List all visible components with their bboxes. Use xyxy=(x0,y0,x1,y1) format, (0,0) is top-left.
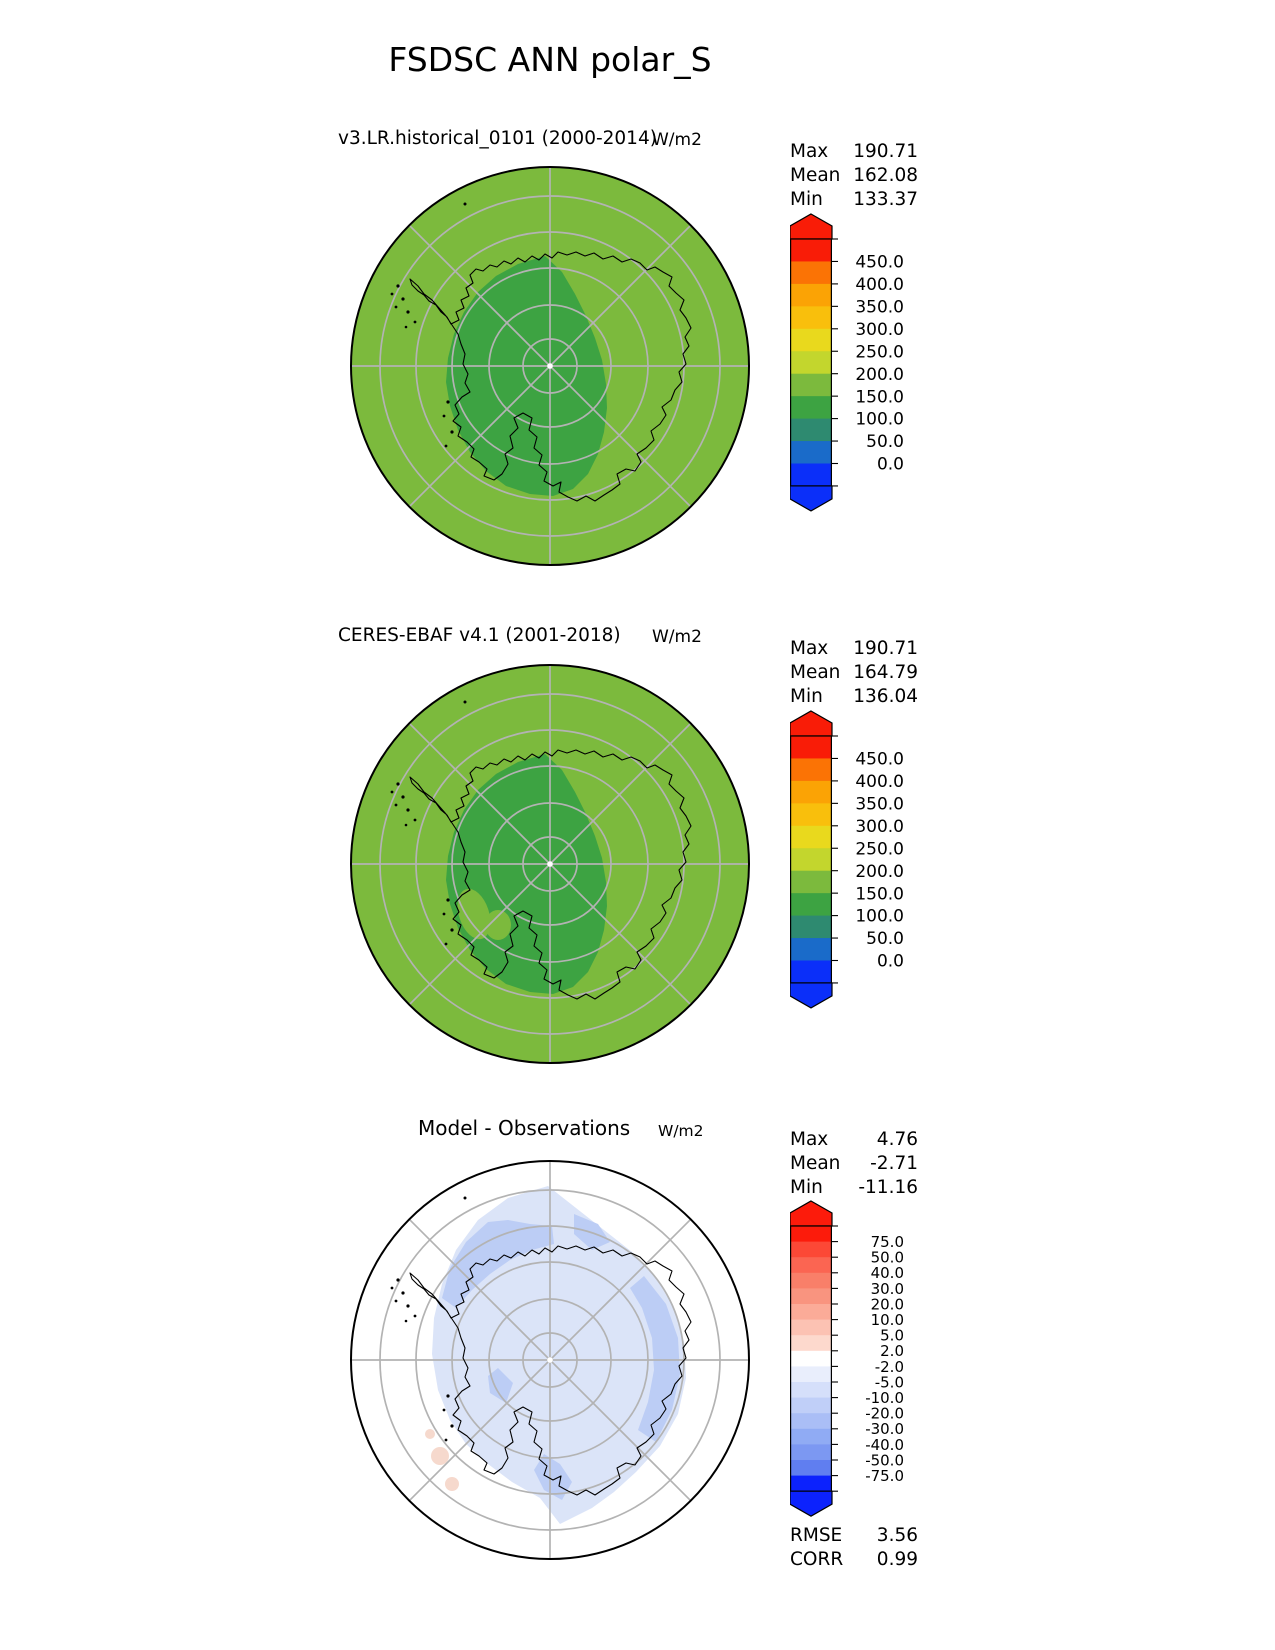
svg-text:50.0: 50.0 xyxy=(870,1248,904,1267)
panel3-colorbar xyxy=(790,1200,920,1526)
svg-text:400.0: 400.0 xyxy=(855,772,904,793)
map3-positive-bias-spot xyxy=(445,1477,459,1491)
stat-value: 4.76 xyxy=(876,1129,918,1150)
panel3-stats xyxy=(790,1128,918,1200)
panel1-title: v3.LR.historical_0101 (2000-2014) xyxy=(338,128,657,149)
svg-text:2.0: 2.0 xyxy=(880,1342,904,1361)
stat-value: -11.16 xyxy=(858,1177,918,1198)
stat-label: Mean xyxy=(790,1153,841,1174)
stat-label: Max xyxy=(790,141,829,162)
pole-marker xyxy=(547,363,553,369)
svg-text:-5.0: -5.0 xyxy=(874,1373,904,1392)
metric-label: RMSE xyxy=(790,1525,843,1546)
svg-text:450.0: 450.0 xyxy=(855,252,904,273)
metric-value: 3.56 xyxy=(876,1525,918,1546)
svg-text:150.0: 150.0 xyxy=(855,884,904,905)
stat-value: 133.37 xyxy=(853,189,918,210)
svg-text:0.0: 0.0 xyxy=(876,454,904,475)
svg-text:150.0: 150.0 xyxy=(855,387,904,408)
svg-text:-2.0: -2.0 xyxy=(874,1357,904,1376)
map3-positive-bias-spot xyxy=(431,1447,449,1465)
colorbar-svg xyxy=(790,213,920,516)
stat-label: Max xyxy=(790,1129,829,1150)
stat-value: 136.04 xyxy=(853,686,918,707)
svg-text:-30.0: -30.0 xyxy=(865,1420,904,1439)
panel1-stats xyxy=(790,140,918,212)
svg-text:-20.0: -20.0 xyxy=(865,1404,904,1423)
colorbar-svg xyxy=(790,1200,920,1522)
panel3-title: Model - Observations xyxy=(418,1116,631,1140)
svg-text:5.0: 5.0 xyxy=(880,1326,904,1345)
stat-value: 190.71 xyxy=(853,141,918,162)
svg-text:50.0: 50.0 xyxy=(866,432,904,453)
colorbar-svg xyxy=(790,710,920,1013)
svg-text:-10.0: -10.0 xyxy=(865,1389,904,1407)
svg-text:-50.0: -50.0 xyxy=(865,1451,904,1470)
panel3-metrics xyxy=(790,1524,918,1572)
map-diff-polar-south xyxy=(348,1158,752,1562)
stat-label: Mean xyxy=(790,165,841,186)
svg-text:40.0: 40.0 xyxy=(870,1264,904,1283)
stat-value: 162.08 xyxy=(853,165,918,186)
stat-label: Max xyxy=(790,638,829,659)
panel2-colorbar xyxy=(790,710,920,1017)
panel1-colorbar xyxy=(790,213,920,520)
pole-marker xyxy=(547,1357,553,1363)
panel3-units: W/m2 xyxy=(658,1122,704,1140)
map-model-polar-south xyxy=(348,164,752,568)
svg-text:50.0: 50.0 xyxy=(866,929,904,950)
stat-value: 190.71 xyxy=(853,638,918,659)
stat-label: Min xyxy=(790,1177,823,1198)
metric-label: CORR xyxy=(790,1549,844,1570)
metric-value: 0.99 xyxy=(876,1549,918,1570)
svg-text:10.0: 10.0 xyxy=(870,1311,904,1329)
svg-text:-40.0: -40.0 xyxy=(865,1435,904,1454)
panel2-units: W/m2 xyxy=(652,627,702,647)
stat-value: -2.71 xyxy=(870,1153,918,1174)
panel2-title: CERES-EBAF v4.1 (2001-2018) xyxy=(338,625,621,646)
svg-text:30.0: 30.0 xyxy=(870,1279,904,1298)
svg-text:400.0: 400.0 xyxy=(855,275,904,296)
svg-text:100.0: 100.0 xyxy=(855,906,904,927)
svg-text:350.0: 350.0 xyxy=(855,794,904,815)
svg-text:250.0: 250.0 xyxy=(855,342,904,363)
svg-text:350.0: 350.0 xyxy=(855,297,904,318)
figure-title: FSDSC ANN polar_S xyxy=(388,40,712,79)
stat-label: Mean xyxy=(790,662,841,683)
stat-label: Min xyxy=(790,686,823,707)
svg-text:200.0: 200.0 xyxy=(855,364,904,385)
svg-text:0.0: 0.0 xyxy=(876,951,904,972)
svg-text:100.0: 100.0 xyxy=(855,409,904,430)
map3-positive-bias-spot xyxy=(425,1429,435,1439)
panel2-stats xyxy=(790,637,918,709)
pole-marker xyxy=(547,861,553,867)
svg-text:250.0: 250.0 xyxy=(855,839,904,860)
svg-text:300.0: 300.0 xyxy=(855,319,904,340)
svg-text:200.0: 200.0 xyxy=(855,861,904,882)
svg-text:300.0: 300.0 xyxy=(855,816,904,837)
stat-value: 164.79 xyxy=(853,662,918,683)
stat-label: Min xyxy=(790,189,823,210)
svg-text:75.0: 75.0 xyxy=(870,1233,904,1251)
svg-text:20.0: 20.0 xyxy=(870,1295,904,1314)
map-obs-polar-south xyxy=(348,662,752,1066)
svg-text:450.0: 450.0 xyxy=(855,749,904,770)
panel1-units: W/m2 xyxy=(652,130,702,150)
svg-text:-75.0: -75.0 xyxy=(865,1467,904,1485)
